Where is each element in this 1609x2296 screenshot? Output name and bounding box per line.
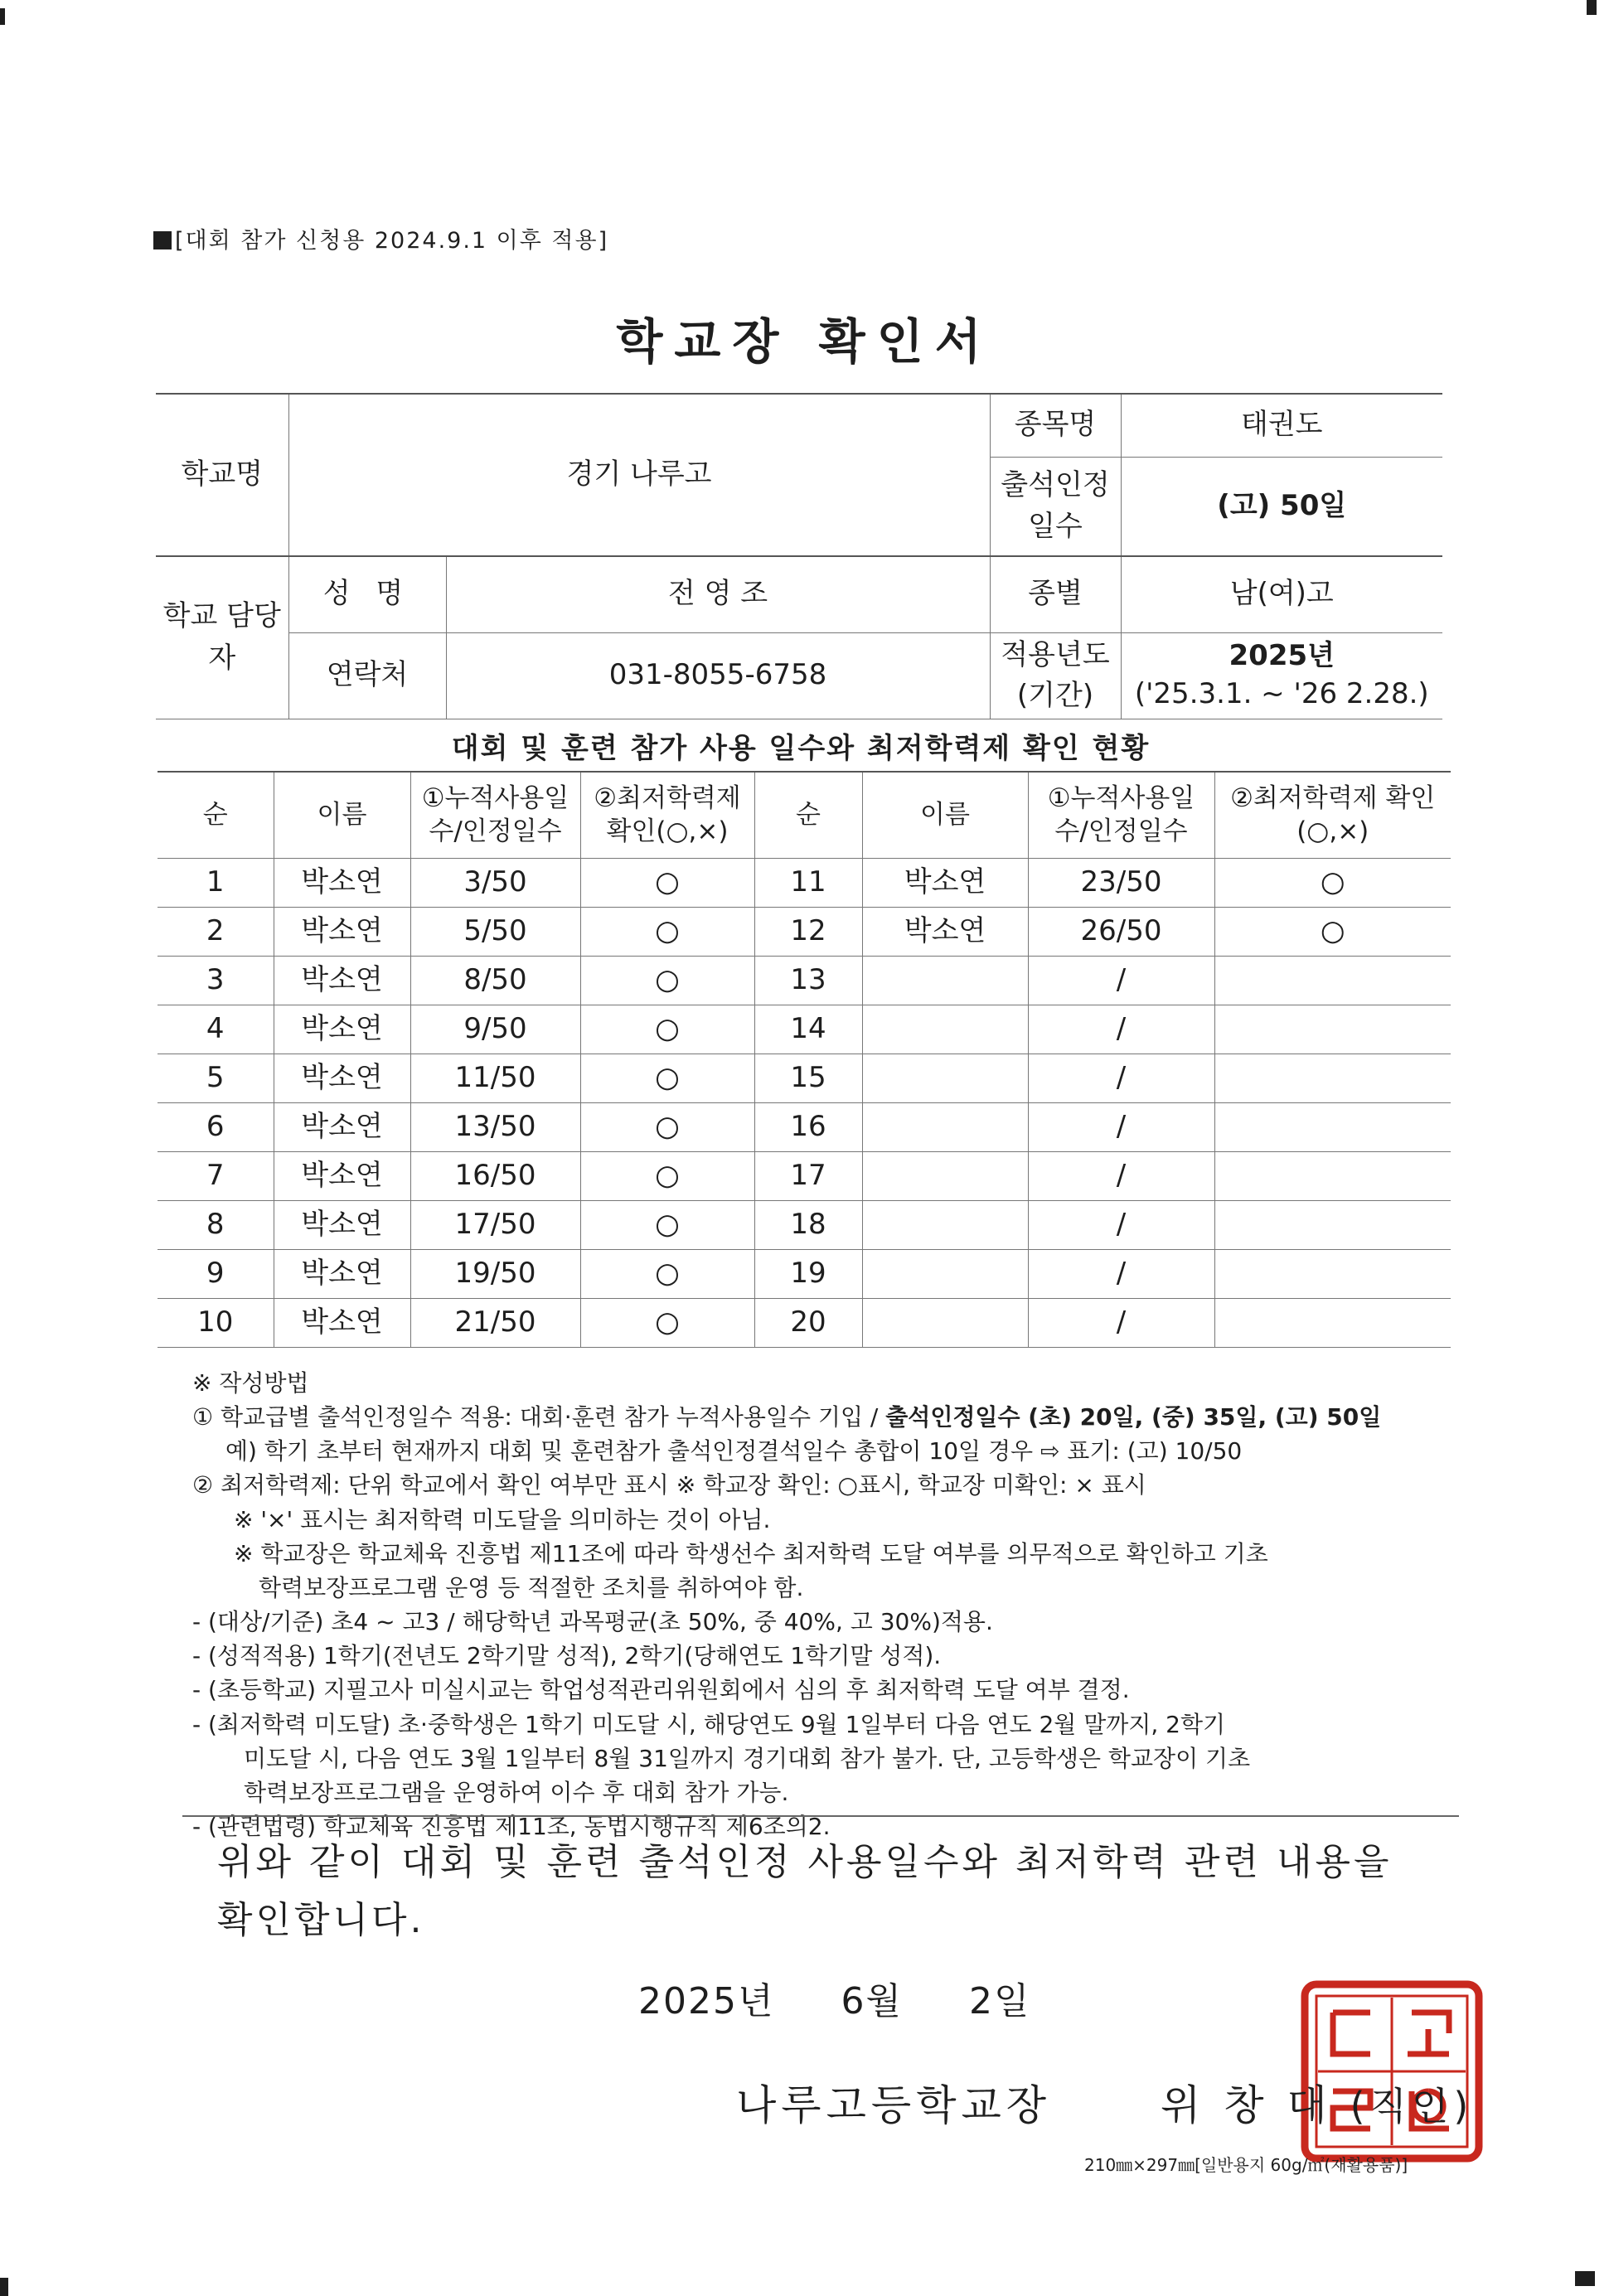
school-name-label: 학교명 <box>156 394 288 556</box>
cell-name-right: 박소연 <box>862 858 1028 907</box>
cell-days-right: / <box>1028 1102 1214 1151</box>
date-day: 2일 <box>968 1980 1031 2022</box>
cell-check-left: ○ <box>580 1005 754 1054</box>
cell-check-left: ○ <box>580 1249 754 1298</box>
notes-heading: ※ 작성방법 <box>192 1369 309 1397</box>
cell-check-right <box>1214 1200 1451 1249</box>
cell-days-left: 16/50 <box>410 1151 580 1200</box>
confirm-text: 위와 같이 대회 및 훈련 출석인정 사용일수와 최저학력 관련 내용을 확인합니다. <box>217 1841 1393 1942</box>
cell-name-right <box>862 956 1028 1005</box>
date-year: 2025년 <box>638 1980 775 2022</box>
cell-days-left: 3/50 <box>410 858 580 907</box>
signer-name: 위 창 대 <box>1161 2081 1332 2129</box>
header-no-left: 순 <box>158 772 274 858</box>
cell-no-left: 10 <box>158 1298 274 1347</box>
detail-3: - (초등학교) 지필고사 미실시교는 학업성적관리위원회에서 심의 후 최저학력 도달 여부 결정. <box>192 1676 1130 1704</box>
cell-no-right: 16 <box>754 1102 862 1151</box>
cell-no-right: 18 <box>754 1200 862 1249</box>
school-name-value: 경기 나루고 <box>288 394 990 556</box>
cell-days-left: 19/50 <box>410 1249 580 1298</box>
cell-days-right: / <box>1028 956 1214 1005</box>
cell-name-right <box>862 1200 1028 1249</box>
cell-check-right <box>1214 1054 1451 1102</box>
cell-no-left: 8 <box>158 1200 274 1249</box>
signer <box>736 2072 1473 2132</box>
cell-no-left: 9 <box>158 1249 274 1298</box>
cell-check-left: ○ <box>580 1054 754 1102</box>
header-no-right: 순 <box>754 772 862 858</box>
cell-check-left: ○ <box>580 858 754 907</box>
cell-no-right: 20 <box>754 1298 862 1347</box>
divider <box>182 1815 1459 1817</box>
cell-name-right <box>862 1102 1028 1151</box>
note-2-sub2-cont: 학력보장프로그램 운영 등 적절한 조치를 취하여야 함. <box>259 1573 804 1601</box>
cell-days-left: 17/50 <box>410 1200 580 1249</box>
cell-check-right: ○ <box>1214 907 1451 956</box>
header-days-right: ①누적사용일수/인정일수 <box>1028 772 1214 858</box>
footer-paper-spec: 210㎜×297㎜[일반용지 60g/㎡(재활용품)] <box>1084 2155 1408 2175</box>
cell-check-right <box>1214 1151 1451 1200</box>
year-text: 2025년 <box>1229 639 1335 673</box>
detail-4-cont1: 미도달 시, 다음 연도 3월 1일부터 8월 31일까지 경기대회 참가 불가. 단, 고등학생은 학교장이 기초 <box>244 1744 1251 1772</box>
table-row <box>158 907 1451 956</box>
table-body <box>158 858 1451 1347</box>
cell-name-left: 박소연 <box>274 956 410 1005</box>
contact-phone-value: 031-8055-6758 <box>446 632 990 719</box>
school-seal <box>1300 1979 1484 2163</box>
cell-days-left: 9/50 <box>410 1005 580 1054</box>
cell-name-left: 박소연 <box>274 1249 410 1298</box>
cell-days-left: 21/50 <box>410 1298 580 1347</box>
cell-days-left: 5/50 <box>410 907 580 956</box>
attendance-value: (고) 50일 <box>1121 457 1442 556</box>
cell-days-right: / <box>1028 1005 1214 1054</box>
black-square-icon <box>153 231 172 249</box>
cell-no-right: 17 <box>754 1151 862 1200</box>
cell-check-left: ○ <box>580 907 754 956</box>
cell-no-left: 7 <box>158 1151 274 1200</box>
header-check-left: ②최저학력제 확인(○,×) <box>580 772 754 858</box>
cell-name-right: 박소연 <box>862 907 1028 956</box>
cell-no-right: 15 <box>754 1054 862 1102</box>
contact-group-label: 학교 담당자 <box>156 556 288 719</box>
year-value <box>1121 632 1442 719</box>
notes-section <box>192 1366 1461 1843</box>
cell-check-right <box>1214 1102 1451 1151</box>
cell-days-right: 26/50 <box>1028 907 1214 956</box>
cell-name-left: 박소연 <box>274 1102 410 1151</box>
cell-no-right: 14 <box>754 1005 862 1054</box>
cell-no-left: 6 <box>158 1102 274 1151</box>
scan-mark-bottom-right <box>1575 2271 1595 2286</box>
cell-no-right: 12 <box>754 907 862 956</box>
date-month: 6월 <box>841 1980 903 2022</box>
school-info-table <box>156 393 1442 719</box>
note-1 <box>192 1400 1461 1434</box>
table-row <box>158 858 1451 907</box>
cell-name-left: 박소연 <box>274 1200 410 1249</box>
cell-name-right <box>862 1054 1028 1102</box>
cell-no-left: 1 <box>158 858 274 907</box>
cell-days-right: 23/50 <box>1028 858 1214 907</box>
attendance-label: 출석인정 일수 <box>990 457 1121 556</box>
cell-no-right: 13 <box>754 956 862 1005</box>
contact-name-label: 성 명 <box>288 556 446 632</box>
header-days-left: ①누적사용일수/인정일수 <box>410 772 580 858</box>
cell-days-right: / <box>1028 1151 1214 1200</box>
section-title: 대회 및 훈련 참가 사용 일수와 최저학력제 확인 현황 <box>451 732 1151 765</box>
note-2: ② 최저학력제: 단위 학교에서 확인 여부만 표시 ※ 학교장 확인: ○표시, 학교장 미확인: × 표시 <box>192 1471 1146 1499</box>
table-row <box>158 1102 1451 1151</box>
signer-title: 나루고등학교장 <box>736 2081 1052 2129</box>
cell-name-right <box>862 1151 1028 1200</box>
header-name-right: 이름 <box>862 772 1028 858</box>
cell-days-left: 13/50 <box>410 1102 580 1151</box>
detail-4: - (최저학력 미도달) 초·중학생은 1학기 미도달 시, 해당연도 9월 1일부터 다음 연도 2월 말까지, 2학기 <box>192 1710 1226 1738</box>
header-name-left: 이름 <box>274 772 410 858</box>
detail-4-cont2: 학력보장프로그램을 운영하여 이수 후 대회 참가 가능. <box>244 1778 789 1806</box>
category-value: 남(여)고 <box>1121 556 1442 632</box>
detail-5: - (관련법령) 학교체육 진흥법 제11조, 동법시행규칙 제6조의2. <box>192 1813 831 1841</box>
table-row <box>158 1151 1451 1200</box>
cell-check-right: ○ <box>1214 858 1451 907</box>
contact-name-value: 전 영 조 <box>446 556 990 632</box>
scan-mark-bottom-left <box>0 2278 8 2296</box>
table-row <box>158 1005 1451 1054</box>
cell-days-right: / <box>1028 1200 1214 1249</box>
cell-name-left: 박소연 <box>274 1298 410 1347</box>
cell-name-left: 박소연 <box>274 1005 410 1054</box>
table-row <box>158 956 1451 1005</box>
participation-table <box>158 771 1451 1348</box>
note-1-text: ① 학교급별 출석인정일수 적용: 대회·훈련 참가 누적사용일수 기입 / <box>192 1403 886 1431</box>
cell-no-left: 3 <box>158 956 274 1005</box>
cell-no-right: 11 <box>754 858 862 907</box>
cell-name-left: 박소연 <box>274 1054 410 1102</box>
table-row <box>158 1249 1451 1298</box>
note-1-example: 예) 학기 초부터 현재까지 대회 및 훈련참가 출석인정결석일수 총합이 10일 경우 ⇨ 표기: (고) 10/50 <box>225 1437 1243 1465</box>
signer-seal-mark: (직인) <box>1350 2084 1474 2129</box>
cell-name-right <box>862 1249 1028 1298</box>
cell-no-left: 5 <box>158 1054 274 1102</box>
cell-check-left: ○ <box>580 1102 754 1151</box>
cell-name-left: 박소연 <box>274 858 410 907</box>
page-title: 학교장 확인서 <box>616 313 993 370</box>
cell-check-left: ○ <box>580 1298 754 1347</box>
note-2-sub2: ※ 학교장은 학교체육 진흥법 제11조에 따라 학생선수 최저학력 도달 여부를 의무적으로 확인하고 기초 <box>234 1539 1268 1567</box>
category-label: 종별 <box>990 556 1121 632</box>
cell-check-left: ○ <box>580 956 754 1005</box>
date <box>638 1971 1030 2024</box>
cell-check-right <box>1214 956 1451 1005</box>
cell-name-right <box>862 1298 1028 1347</box>
event-value: 태권도 <box>1121 394 1442 457</box>
event-label: 종목명 <box>990 394 1121 457</box>
cell-no-right: 19 <box>754 1249 862 1298</box>
cell-days-right: / <box>1028 1249 1214 1298</box>
table-row <box>158 1298 1451 1347</box>
cell-name-right <box>862 1005 1028 1054</box>
header-check-right: ②최저학력제 확인(○,×) <box>1214 772 1451 858</box>
cell-days-left: 11/50 <box>410 1054 580 1102</box>
year-label: 적용년도 (기간) <box>990 632 1121 719</box>
cell-name-left: 박소연 <box>274 1151 410 1200</box>
cell-check-right <box>1214 1249 1451 1298</box>
cell-check-right <box>1214 1298 1451 1347</box>
cell-no-left: 2 <box>158 907 274 956</box>
note-2-sub1: ※ '×' 표시는 최저학력 미도달을 의미하는 것이 아님. <box>234 1505 771 1533</box>
cell-days-right: / <box>1028 1298 1214 1347</box>
table-row <box>158 1054 1451 1102</box>
header-note: [대회 참가 신청용 2024.9.1 이후 적용] <box>153 222 608 254</box>
cell-check-left: ○ <box>580 1200 754 1249</box>
note-1-bold: 출석인정일수 (초) 20일, (중) 35일, (고) 50일 <box>885 1403 1382 1431</box>
scan-mark-top-right <box>1587 0 1597 15</box>
period-text: ('25.3.1. ~ '26 2.28.) <box>1134 677 1429 710</box>
cell-check-left: ○ <box>580 1151 754 1200</box>
cell-no-left: 4 <box>158 1005 274 1054</box>
contact-phone-label: 연락처 <box>288 632 446 719</box>
scan-mark-top-left <box>0 8 5 25</box>
cell-days-right: / <box>1028 1054 1214 1102</box>
table-row <box>158 1200 1451 1249</box>
cell-check-right <box>1214 1005 1451 1054</box>
cell-days-left: 8/50 <box>410 956 580 1005</box>
detail-1: - (대상/기준) 초4 ~ 고3 / 해당학년 과목평균(초 50%, 중 40%, 고 30%)적용. <box>192 1608 993 1636</box>
cell-name-left: 박소연 <box>274 907 410 956</box>
detail-2: - (성적적용) 1학기(전년도 2학기말 성적), 2학기(당해연도 1학기말 성적). <box>192 1642 942 1670</box>
